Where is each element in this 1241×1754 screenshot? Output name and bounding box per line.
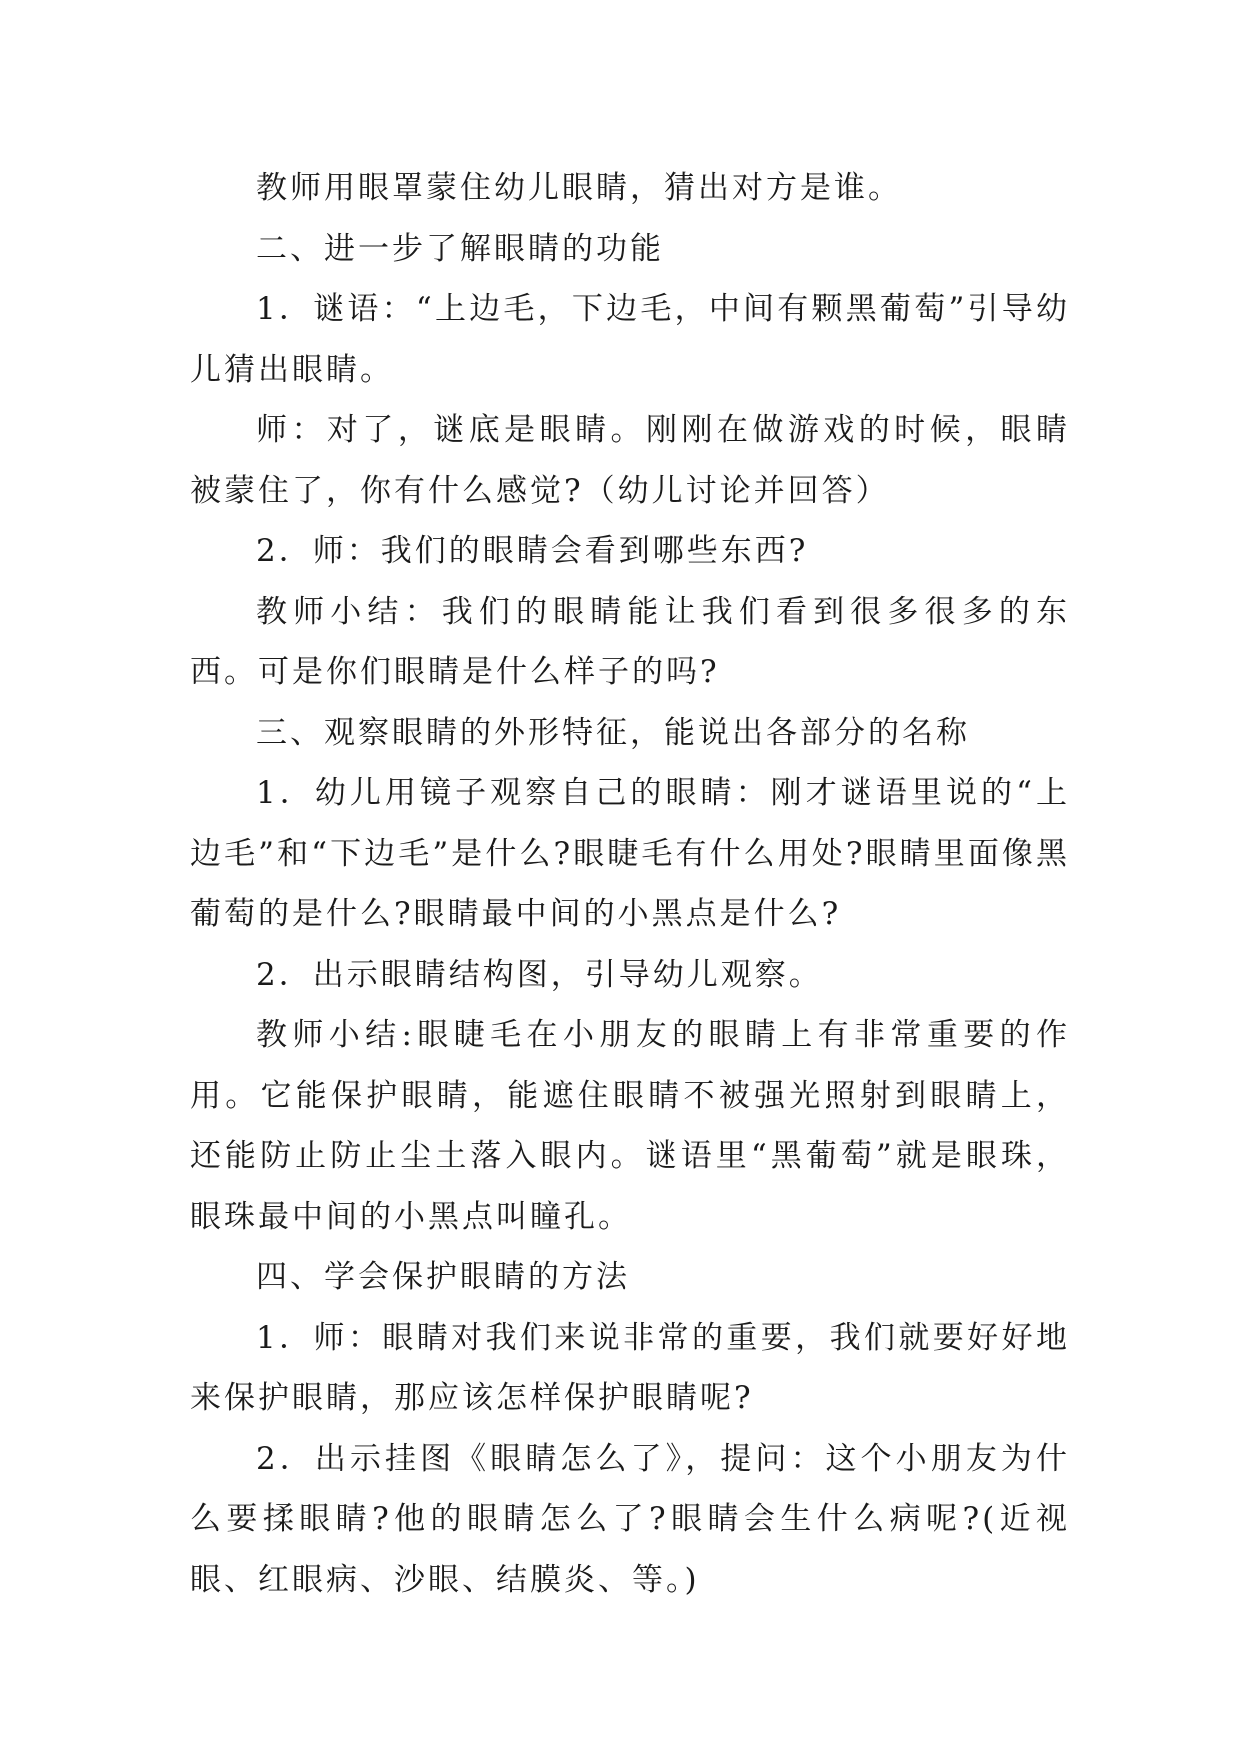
paragraph-summary-1: 教师小结：我们的眼睛能让我们看到很多很多的东西。可是你们眼睛是什么样子的吗? [190,593,1070,690]
paragraph-summary-2: 教师小结:眼睫毛在小朋友的眼睛上有非常重要的作用。它能保护眼睛，能遮住眼睛不被强光照射到眼睛上，还能防止防止尘土落入眼内。谜语里“黑葡萄”就是眼珠，眼珠最中间的小黑点叫瞳孔。 [190,1017,1070,1235]
paragraph-structure-diagram: 2．出示眼睛结构图，引导幼儿观察。 [256,956,823,993]
paragraph-mirror-observation: 1．幼儿用镜子观察自己的眼睛：刚才谜语里说的“上边毛”和“下边毛”是什么?眼睫毛有什么用处?眼睛里面像黑葡萄的是什么?眼睛最中间的小黑点是什么? [190,775,1070,932]
paragraph-wall-chart: 2．出示挂图《眼睛怎么了》，提问：这个小朋友为什么要揉眼睛?他的眼睛怎么了?眼睛会生什么病呢?(近视眼、红眼病、沙眼、结膜炎、等。) [190,1440,1070,1598]
paragraph-protect-eyes: 1．师：眼睛对我们来说非常的重要，我们就要好好地来保护眼睛，那应该怎样保护眼睛呢? [190,1319,1070,1416]
paragraph-teacher-question-1: 师：对了，谜底是眼睛。刚刚在做游戏的时候，眼睛被蒙住了，你有什么感觉?（幼儿讨论并回答） [190,412,1070,509]
paragraph-teacher-question-2: 2．师：我们的眼睛会看到哪些东西? [256,533,809,569]
document-body [190,158,1070,1610]
section-heading-2: 二、进一步了解眼睛的功能 [256,230,664,267]
paragraph-riddle: 1．谜语：“上边毛，下边毛，中间有颗黑葡萄”引导幼儿猜出眼睛。 [190,291,1070,388]
paragraph-game-instruction: 教师用眼罩蒙住幼儿眼睛，猜出对方是谁。 [256,170,902,206]
section-heading-4: 四、学会保护眼睛的方法 [256,1259,630,1295]
section-heading-3: 三、观察眼睛的外形特征，能说出各部分的名称 [256,714,970,751]
